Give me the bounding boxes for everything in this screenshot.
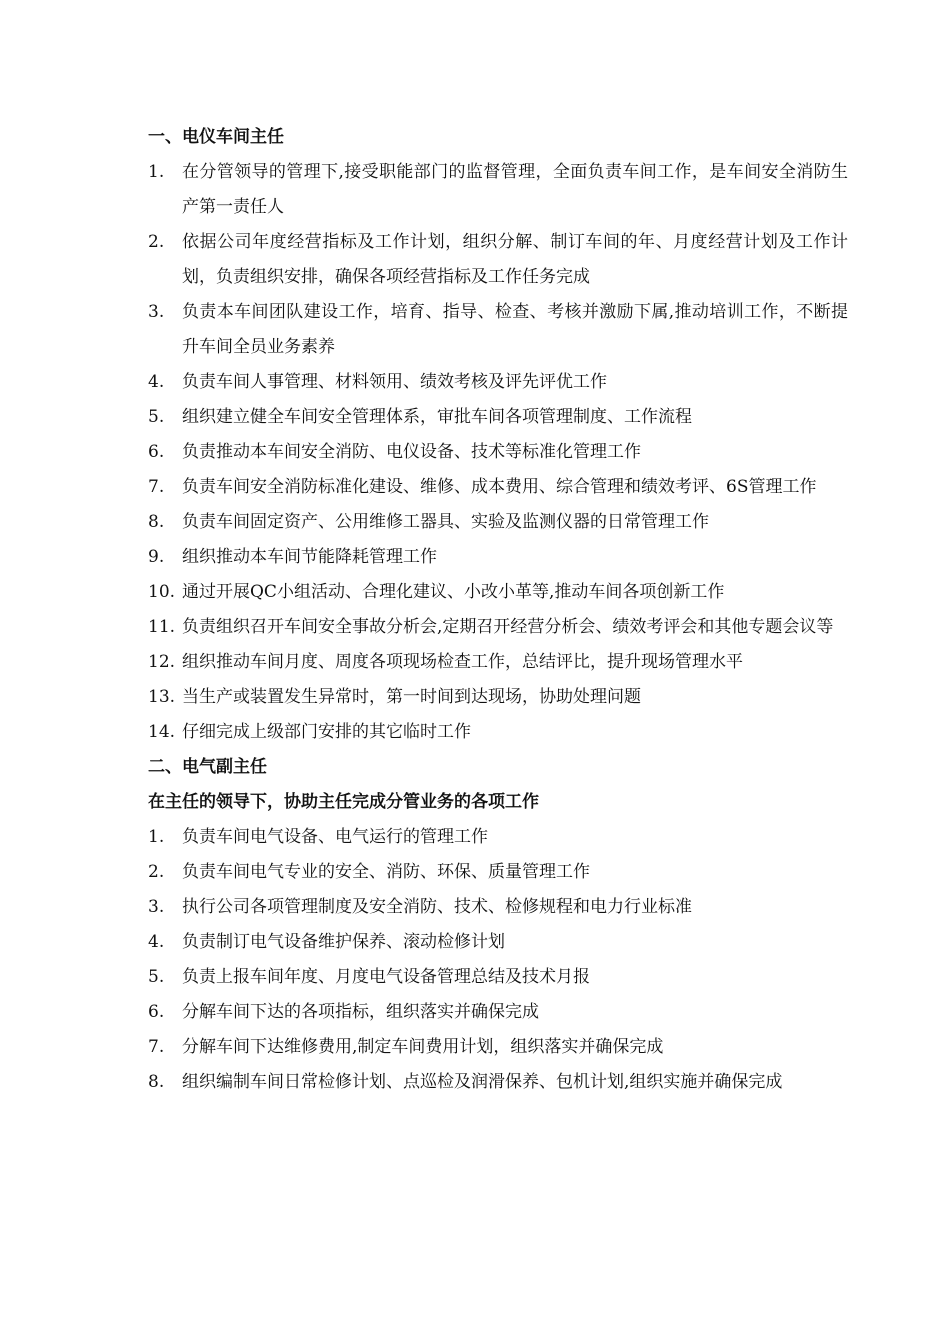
list-item (148, 540, 848, 575)
list-item-number: 1. (148, 162, 165, 182)
list-item-text: 负责车间固定资产、公用维修工器具、实验及监测仪器的日常管理工作 (182, 512, 709, 532)
list-item (148, 995, 848, 1030)
duties-list-deputy-director (148, 820, 848, 1100)
list-item-text: 分解车间下达的各项指标，组织落实并确保完成 (182, 1002, 539, 1022)
list-item (148, 610, 848, 645)
list-item-number: 6. (148, 442, 165, 462)
list-item (148, 435, 848, 470)
list-item-text: 负责车间安全消防标准化建设、维修、成本费用、综合管理和绩效考评、6S管理工作 (182, 477, 817, 497)
section-heading-electrical-workshop-director: 一、电仪车间主任 (148, 127, 284, 147)
list-item-text: 负责车间人事管理、材料领用、绩效考核及评先评优工作 (182, 372, 607, 392)
list-item-text: 组织建立健全车间安全管理体系，审批车间各项管理制度、工作流程 (182, 407, 692, 427)
list-item (148, 400, 848, 435)
section-intro-deputy-director: 在主任的领导下，协助主任完成分管业务的各项工作 (148, 792, 539, 812)
list-item-number: 4. (148, 372, 165, 392)
list-item-number: 2. (148, 862, 165, 882)
list-item (148, 820, 848, 855)
list-item (148, 1030, 848, 1065)
list-item-text: 组织推动本车间节能降耗管理工作 (182, 547, 437, 567)
list-item (148, 925, 848, 960)
list-item-number: 10. (148, 582, 176, 602)
list-item-number: 2. (148, 232, 165, 252)
list-item-number: 7. (148, 477, 165, 497)
list-item-number: 12. (148, 652, 176, 672)
list-item (148, 295, 848, 365)
document-body (148, 120, 848, 1100)
list-item (148, 155, 848, 225)
list-item-number: 4. (148, 932, 165, 952)
list-item-text: 负责车间电气专业的安全、消防、环保、质量管理工作 (182, 862, 590, 882)
list-item-text: 负责上报车间年度、月度电气设备管理总结及技术月报 (182, 967, 590, 987)
list-item (148, 855, 848, 890)
list-item-number: 7. (148, 1037, 165, 1057)
list-item-number: 8. (148, 1072, 165, 1092)
list-item-text: 负责制订电气设备维护保养、滚动检修计划 (182, 932, 505, 952)
list-item-number: 3. (148, 302, 165, 322)
list-item-text: 当生产或装置发生异常时，第一时间到达现场，协助处理问题 (182, 687, 641, 707)
list-item-text: 依据公司年度经营指标及工作计划，组织分解、制订车间的年、月度经营计划及工作计划，负责组织安排，确保各项经营指标及工作任务完成 (182, 232, 848, 287)
list-item-number: 3. (148, 897, 165, 917)
list-item-text: 组织编制车间日常检修计划、点巡检及润滑保养、包机计划,组织实施并确保完成 (182, 1072, 783, 1092)
list-item-text: 负责组织召开车间安全事故分析会,定期召开经营分析会、绩效考评会和其他专题会议等 (182, 617, 834, 637)
list-item-text: 执行公司各项管理制度及安全消防、技术、检修规程和电力行业标准 (182, 897, 692, 917)
list-item-text: 分解车间下达维修费用,制定车间费用计划，组织落实并确保完成 (182, 1037, 664, 1057)
list-item (148, 960, 848, 995)
list-item-number: 5. (148, 407, 165, 427)
list-item-number: 11. (148, 617, 176, 637)
list-item (148, 505, 848, 540)
section-heading-electrical-deputy-director: 二、电气副主任 (148, 757, 267, 777)
list-item (148, 1065, 848, 1100)
list-item-number: 1. (148, 827, 165, 847)
list-item-number: 5. (148, 967, 165, 987)
list-item (148, 365, 848, 400)
list-item-text: 组织推动车间月度、周度各项现场检查工作，总结评比，提升现场管理水平 (182, 652, 743, 672)
list-item (148, 470, 848, 505)
list-item (148, 645, 848, 680)
list-item-text: 通过开展QC小组活动、合理化建议、小改小革等,推动车间各项创新工作 (182, 582, 725, 602)
list-item-text: 负责本车间团队建设工作，培育、指导、检查、考核并激励下属,推动培训工作，不断提升车间全员业务素养 (182, 302, 848, 357)
list-item-number: 6. (148, 1002, 165, 1022)
list-item-number: 13. (148, 687, 176, 707)
list-item (148, 225, 848, 295)
list-item-text: 仔细完成上级部门安排的其它临时工作 (182, 722, 471, 742)
list-item-number: 8. (148, 512, 165, 532)
list-item-number: 14. (148, 722, 176, 742)
duties-list-workshop-director (148, 155, 848, 750)
list-item (148, 715, 848, 750)
list-item-number: 9. (148, 547, 165, 567)
list-item-text: 在分管领导的管理下,接受职能部门的监督管理，全面负责车间工作，是车间安全消防生产第一责任人 (182, 162, 848, 217)
list-item-text: 负责车间电气设备、电气运行的管理工作 (182, 827, 488, 847)
list-item (148, 680, 848, 715)
list-item-text: 负责推动本车间安全消防、电仪设备、技术等标准化管理工作 (182, 442, 641, 462)
list-item (148, 575, 848, 610)
list-item (148, 890, 848, 925)
